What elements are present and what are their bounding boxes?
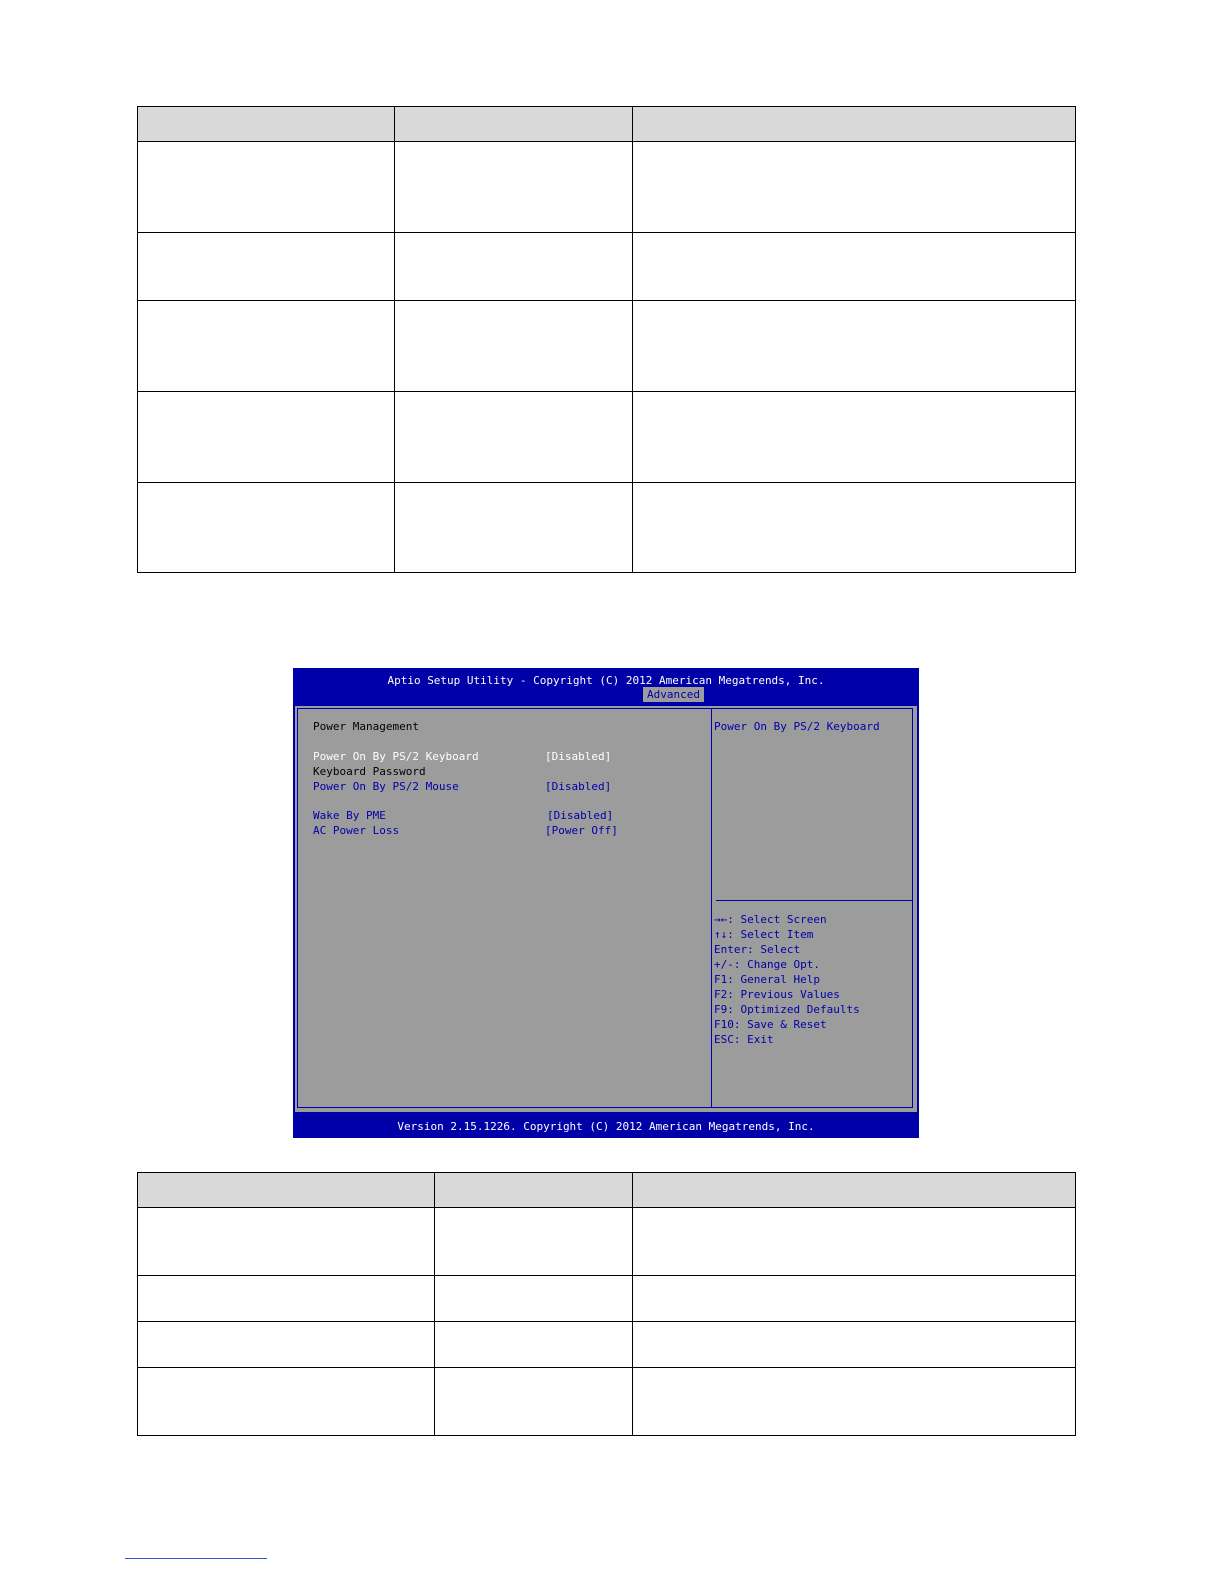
help-text: Power On By PS/2 Keyboard — [714, 720, 880, 733]
value-wake-by-pme[interactable]: [Disabled] — [547, 809, 614, 822]
bios-frame — [297, 708, 913, 1108]
menu-item-ps2-mouse[interactable]: Power On By PS/2 Mouse — [313, 780, 459, 793]
value-ps2-keyboard[interactable]: [Disabled] — [545, 750, 612, 763]
key-hint: F10: Save & Reset — [714, 1018, 827, 1031]
key-hint: Enter: Select — [714, 943, 801, 956]
table-row — [138, 1276, 1076, 1322]
key-hint: ↑↓: Select Item — [714, 928, 814, 941]
table-row — [138, 392, 1076, 483]
table-row — [138, 1368, 1076, 1436]
key-hint: →←: Select Screen — [714, 913, 827, 926]
table-header-row — [138, 107, 1076, 142]
tab-advanced[interactable]: Advanced — [643, 687, 704, 702]
settings-table-bottom — [137, 1172, 1076, 1436]
value-ac-power-loss[interactable]: [Power Off] — [545, 824, 618, 837]
section-title: Power Management — [313, 720, 419, 733]
table-header-row — [138, 1173, 1076, 1208]
table-row — [138, 142, 1076, 233]
panel-divider — [711, 709, 712, 1107]
menu-item-keyboard-password: Keyboard Password — [313, 765, 426, 778]
key-hint: F9: Optimized Defaults — [714, 1003, 860, 1016]
menu-item-ac-power-loss[interactable]: AC Power Loss — [313, 824, 400, 837]
footnote-separator — [125, 1558, 267, 1559]
menu-item-wake-by-pme[interactable]: Wake By PME — [313, 809, 386, 822]
table-row — [138, 1322, 1076, 1368]
bios-title: Aptio Setup Utility - Copyright (C) 2012 American Megatrends, Inc. — [387, 674, 825, 687]
help-separator — [716, 900, 912, 901]
menu-item-ps2-keyboard[interactable]: Power On By PS/2 Keyboard — [313, 750, 479, 763]
settings-table-top — [137, 106, 1076, 573]
bios-screen — [293, 668, 919, 1138]
table-row — [138, 301, 1076, 392]
bios-footer: Version 2.15.1226. Copyright (C) 2012 American Megatrends, Inc. — [397, 1120, 815, 1133]
bios-panel — [295, 706, 917, 1112]
key-hint: F2: Previous Values — [714, 988, 840, 1001]
key-hint: ESC: Exit — [714, 1033, 774, 1046]
key-hint: F1: General Help — [714, 973, 820, 986]
table-row — [138, 233, 1076, 301]
value-ps2-mouse[interactable]: [Disabled] — [545, 780, 612, 793]
table-row — [138, 483, 1076, 573]
key-hint: +/-: Change Opt. — [714, 958, 820, 971]
table-row — [138, 1208, 1076, 1276]
